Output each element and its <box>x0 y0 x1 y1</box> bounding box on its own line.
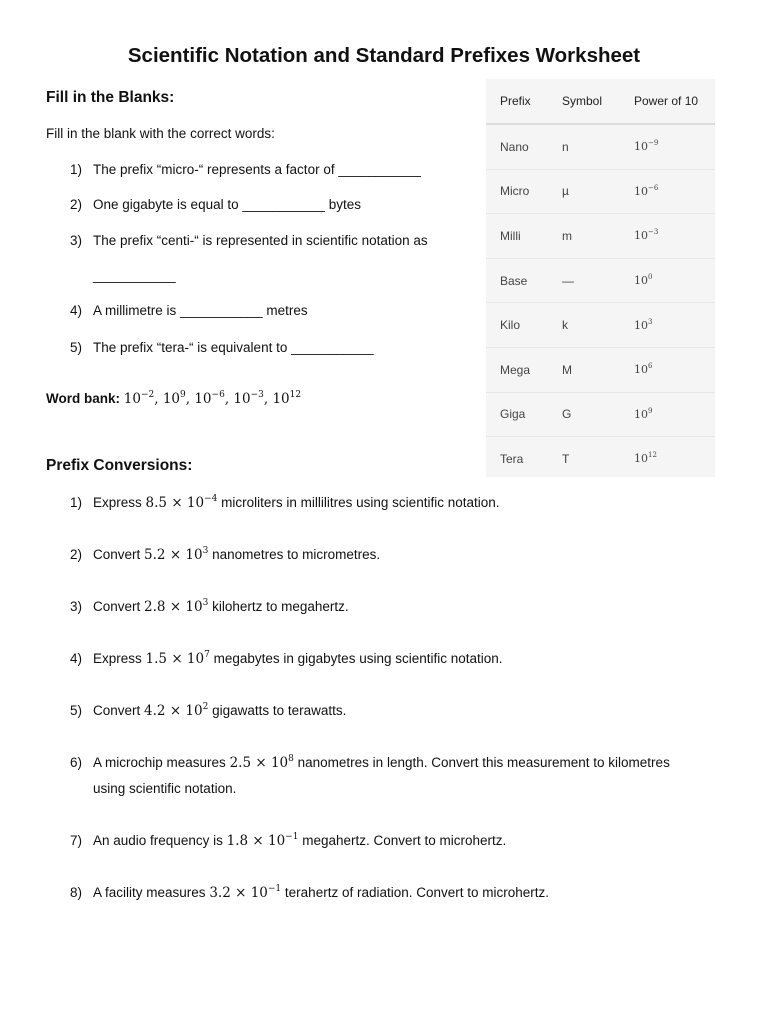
power-cell <box>620 258 715 303</box>
fill-blank-number: 5) <box>70 340 83 355</box>
prefix-cell: Milli <box>486 214 548 259</box>
power-base: 10 <box>634 184 648 198</box>
fill-blank-number: 2) <box>70 197 83 212</box>
symbol-cell: m <box>548 214 620 259</box>
power-base: 10 <box>272 391 290 407</box>
fill-blank-item: A millimetre is ___________ metres <box>93 303 308 318</box>
power-exponent: 9 <box>648 406 653 415</box>
conversion-text-after: gigawatts to terawatts. <box>212 703 347 718</box>
table-row <box>486 347 715 392</box>
word-bank-values: $10^{-2}$, $10^9$, $10^{-6}$, $10^{-3}$, $10^{12}$ <box>123 390 302 407</box>
conversion-quantity: $5.2 \times 10^3$ <box>144 546 209 563</box>
power-base: 10 <box>233 391 251 407</box>
prefix-cell: Tera <box>500 451 524 466</box>
power-cell <box>620 437 715 481</box>
prefix-table <box>486 79 715 477</box>
power-exponent: −6 <box>211 390 225 400</box>
conversion-text-after: terahertz of radiation. Convert to microhertz. <box>284 885 550 900</box>
power-base: 10 <box>634 407 648 421</box>
table-row <box>486 303 715 348</box>
power-exponent: 8 <box>288 754 294 764</box>
power-exponent: 12 <box>648 451 657 460</box>
power-exponent: 6 <box>648 362 653 371</box>
conversion-item <box>93 885 549 901</box>
prefix-cell: Micro <box>486 169 548 214</box>
power-exponent: 3 <box>648 317 653 326</box>
fill-blank-item: One gigabyte is equal to ___________ bytes <box>93 197 361 212</box>
power-cell <box>620 303 715 348</box>
power-base: 10 <box>634 363 648 377</box>
table-row <box>486 392 715 437</box>
word-bank-label: Word bank: <box>46 391 120 406</box>
mantissa: 8.5 <box>145 495 168 511</box>
power-exponent: 7 <box>204 650 210 660</box>
power-exponent: −4 <box>204 494 218 504</box>
conversion-item <box>93 547 380 563</box>
power-exponent: −1 <box>285 832 299 842</box>
conversion-item <box>93 755 670 771</box>
power-base: 10 <box>634 140 648 154</box>
conversion-text-before: Express <box>93 495 142 510</box>
conversion-quantity: $2.5 \times 10^8$ <box>229 754 294 771</box>
fill-blanks-heading: Fill in the Blanks: <box>46 89 175 106</box>
mantissa: 1.8 <box>226 833 249 849</box>
conversion-number: 1) <box>70 495 83 510</box>
power-base: 10 <box>194 391 212 407</box>
table-row <box>486 258 715 303</box>
conversion-text-after: megahertz. Convert to microhertz. <box>302 833 507 848</box>
conversion-number: 3) <box>70 599 83 614</box>
symbol-cell: n <box>548 124 620 169</box>
conversion-quantity: $1.5 \times 10^7$ <box>145 650 210 667</box>
conversions-heading: Prefix Conversions: <box>46 457 193 474</box>
power-base: 10 <box>634 274 648 288</box>
power-exponent: 2 <box>202 702 209 712</box>
power-exponent: 3 <box>202 598 209 608</box>
symbol-cell: µ <box>548 169 620 214</box>
power-cell <box>620 347 715 392</box>
prefix-cell: Nano <box>486 124 548 169</box>
power-cell <box>620 124 715 169</box>
conversion-item <box>93 495 500 511</box>
symbol-cell: T <box>562 451 570 466</box>
symbol-cell: — <box>548 258 620 303</box>
power-cell <box>620 169 715 214</box>
prefix-table-header-row <box>486 79 715 124</box>
power-exponent: −2 <box>140 390 155 400</box>
fill-blank-number: 4) <box>70 303 83 318</box>
conversion-number: 6) <box>70 755 83 770</box>
power-base: 10 <box>634 452 648 466</box>
prefix-cell: Kilo <box>486 303 548 348</box>
conversion-quantity: $1.8 \times 10^{-1}$ <box>226 832 299 849</box>
conversion-text-after: nanometres in length. Convert this measurement to kilometres <box>297 755 670 770</box>
conversion-text-after: microliters in millilitres using scientific notation. <box>221 495 500 510</box>
power-column-header: Power of 10 <box>620 79 715 124</box>
power-exponent: −9 <box>648 139 659 148</box>
power-exponent: −3 <box>648 228 659 237</box>
table-row <box>486 169 715 214</box>
conversion-text-before: Convert <box>93 703 141 718</box>
conversion-number: 8) <box>70 885 83 900</box>
conversion-item-continuation: using scientific notation. <box>93 781 237 796</box>
power-base: 10 <box>123 391 141 407</box>
conversion-text-after: kilohertz to megahertz. <box>212 599 349 614</box>
conversion-item <box>93 703 346 719</box>
fill-blank-item-continuation: ___________ <box>93 268 176 283</box>
fill-blank-number: 1) <box>70 162 83 177</box>
fill-blanks-instruction: Fill in the blank with the correct words: <box>46 126 275 141</box>
mantissa: 1.5 <box>145 651 168 667</box>
power-exponent: 3 <box>202 546 209 556</box>
prefix-cell: Mega <box>486 347 548 392</box>
conversion-text-after: nanometres to micrometres. <box>212 547 381 562</box>
table-row <box>486 437 715 481</box>
conversion-number: 7) <box>70 833 83 848</box>
power-cell <box>620 214 715 259</box>
power-exponent: 9 <box>180 390 186 400</box>
power-exponent: 0 <box>648 273 653 282</box>
conversion-number: 2) <box>70 547 83 562</box>
conversion-number: 4) <box>70 651 83 666</box>
conversion-quantity: $4.2 \times 10^2$ <box>144 702 209 719</box>
mantissa: 5.2 <box>144 547 166 563</box>
power-base: 10 <box>634 229 648 243</box>
mantissa: 2.8 <box>144 599 166 615</box>
power-exponent: −1 <box>267 884 282 894</box>
conversion-item <box>93 651 503 667</box>
conversion-quantity: $3.2 \times 10^{-1}$ <box>209 884 282 901</box>
conversion-quantity: $2.8 \times 10^3$ <box>144 598 209 615</box>
conversion-text-before: Express <box>93 651 142 666</box>
conversion-item <box>93 599 349 615</box>
conversion-item <box>93 833 506 849</box>
fill-blank-number: 3) <box>70 233 83 248</box>
power-base: 10 <box>634 318 648 332</box>
fill-blank-item: The prefix “micro-“ represents a factor of ___________ <box>93 162 421 177</box>
conversion-text-before: Convert <box>93 547 141 562</box>
mantissa: 4.2 <box>144 703 166 719</box>
power-cell <box>620 392 715 437</box>
power-base: 10 <box>162 391 181 407</box>
prefix-column-header: Prefix <box>486 79 548 124</box>
mantissa: 3.2 <box>209 885 231 901</box>
conversion-text-before: A facility measures <box>93 885 206 900</box>
conversion-text-after: megabytes in gigabytes using scientific notation. <box>213 651 503 666</box>
fill-blank-item: The prefix “tera-“ is equivalent to ___________ <box>93 340 374 355</box>
power-exponent: 12 <box>289 390 302 400</box>
power-exponent: −3 <box>250 390 264 400</box>
prefix-cell: Giga <box>486 392 548 437</box>
table-row <box>486 124 715 169</box>
symbol-column-header: Symbol <box>548 79 620 124</box>
symbol-cell: M <box>548 347 620 392</box>
fill-blank-item: The prefix “centi-“ is represented in scientific notation as <box>93 233 428 248</box>
page-title: Scientific Notation and Standard Prefixes Worksheet <box>127 44 641 67</box>
table-row <box>486 214 715 259</box>
prefix-cell: Base <box>486 258 548 303</box>
conversion-text-before: A microchip measures <box>93 755 226 770</box>
symbol-cell: G <box>548 392 620 437</box>
mantissa: 2.5 <box>229 755 252 771</box>
conversion-text-before: Convert <box>93 599 141 614</box>
conversion-number: 5) <box>70 703 83 718</box>
symbol-cell: k <box>548 303 620 348</box>
word-bank <box>46 391 301 407</box>
conversion-quantity: $8.5 \times 10^{-4}$ <box>145 494 218 511</box>
conversion-text-before: An audio frequency is <box>93 833 223 848</box>
power-exponent: −6 <box>648 183 659 192</box>
